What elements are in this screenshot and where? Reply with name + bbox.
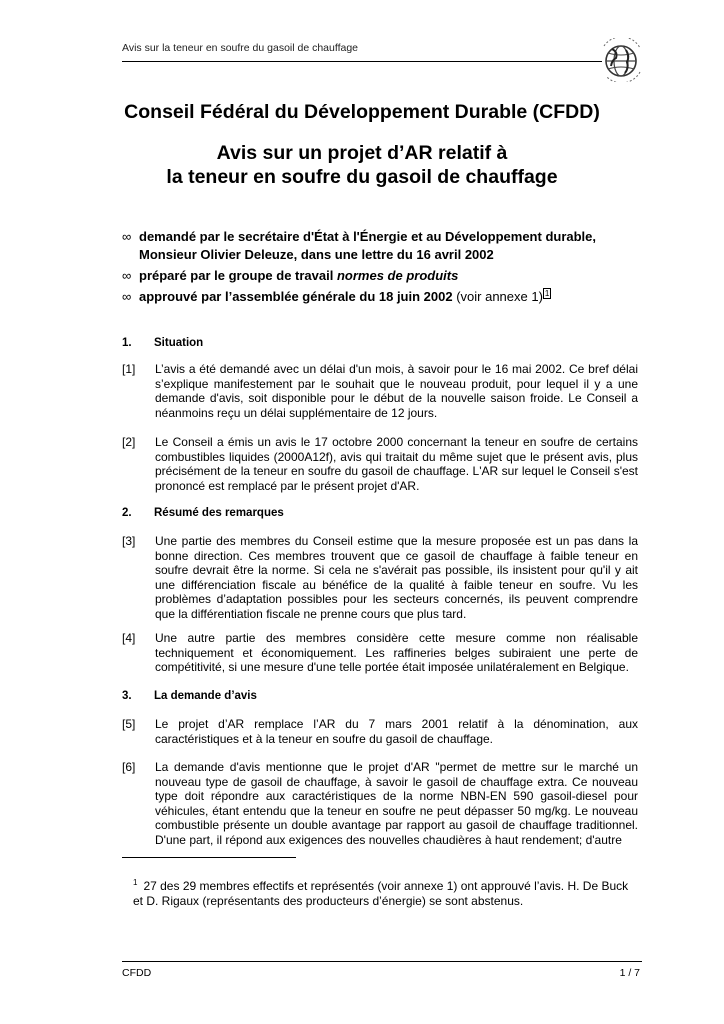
paragraph-1 <box>122 362 638 420</box>
header-divider <box>122 61 602 62</box>
bullet-prepared-text: préparé par le groupe de travail <box>139 268 337 283</box>
running-header: Avis sur la teneur en soufre du gasoil de chauffage <box>122 42 359 54</box>
paragraph-number: [4] <box>122 631 136 645</box>
section-number: 1. <box>122 337 132 349</box>
section-title: Situation <box>154 337 204 349</box>
paragraph-number: [5] <box>122 717 136 731</box>
section-title: Résumé des remarques <box>154 507 284 519</box>
bullet-approved-text: approuvé par l’assemblée générale du 18 juin 2002 <box>139 289 453 304</box>
section-heading-situation <box>122 337 203 349</box>
paragraph-4 <box>122 631 638 675</box>
footnote-text: 27 des 29 membres effectifs et représentés (voir annexe 1) ont approuvé l’avis. H. De Buck et D. Rigaux (représentants des producteurs d’énergie) se sont abstenus. <box>133 879 629 908</box>
paragraph-text: Une autre partie des membres considère cette mesure comme non réalisable techniquement et économiquement. Les raffineries belges subiraient une perte de compétitivité, si une mesure d'une telle portée était imposée unilatéralement en Belgique. <box>155 631 638 675</box>
paragraph-text: Le Conseil a émis un avis le 17 octobre 2000 concernant la teneur en soufre de certains combustibles liquides (2000A12f), avis qui traitait du même sujet que le présent avis, plus précisément de la teneur en soufre du gasoil de chauffage. L'AR sur lequel le Conseil s'est prononcé est remplacé par le présent projet d'AR. <box>155 435 638 493</box>
document-subtitle <box>0 141 724 189</box>
section-title: La demande d’avis <box>154 690 257 702</box>
page-number: 1 / 7 <box>619 967 640 979</box>
paragraph-text: La demande d'avis mentionne que le projet d'AR "permet de mettre sur le marché un nouveau type de gasoil de chauffage, à savoir le gasoil de chauffage extra. Ce nouveau type doit répondre aux caractéristiques de la norme NBN-EN 590 gasoil-diesel pour véhicules, étant entendu que la teneur en soufre ne peut dépasser 50 mg/kg. Le nouveau combustible présente un double avantage par rapport au gasoil de chauffage traditionnel. D'une part, il répond aux exigences des nouvelles chaudières à haut rendement; d'autre <box>155 760 638 847</box>
subtitle-line-1: Avis sur un projet d’AR relatif à <box>216 142 508 164</box>
footer-divider <box>122 961 642 962</box>
globe-logo-icon <box>600 38 644 82</box>
infinity-bullet-icon: ∞ <box>122 229 132 244</box>
subtitle-line-2: la teneur en soufre du gasoil de chauffage <box>166 166 558 188</box>
bullet-approved <box>122 288 642 306</box>
bullet-prepared <box>122 267 642 285</box>
paragraph-6 <box>122 760 638 848</box>
paragraph-number: [1] <box>122 362 136 376</box>
footer-organization: CFDD <box>122 967 152 979</box>
paragraph-text: L’avis a été demandé avec un délai d'un mois, à savoir pour le 16 mai 2002. Ce bref délai s’explique manifestement par le souhait que le nouveau produit, pour lequel il y a une demande d'avis, soit disponible pour le début de la nouvelle saison froide. Le Conseil a néanmoins reçu un délai supplémentaire de 12 jours. <box>155 362 638 420</box>
paragraph-5 <box>122 717 638 746</box>
footnote-divider <box>122 857 296 858</box>
paragraph-number: [3] <box>122 534 136 548</box>
infinity-bullet-icon: ∞ <box>122 289 132 304</box>
paragraph-2 <box>122 435 638 493</box>
section-number: 2. <box>122 507 132 519</box>
footnote-number: 1 <box>133 878 138 887</box>
procedure-bullets <box>122 228 642 309</box>
footnote <box>133 875 641 909</box>
bullet-requested <box>122 228 642 264</box>
paragraph-text: Une partie des membres du Conseil estime que la mesure proposée est un pas dans la bonne direction. Ces membres trouvent que ce gasoil de chauffage à faible teneur en soufre devrait être la norme. Si cela ne s'avérait pas possible, ils insistent pour qu'il y ait une différenciation fiscale au bénéfice de la qualité à faible teneur en soufre. Vu les problèmes d’adaptation possibles pour les secteurs concernés, ils peuvent comprendre que la différentiation fiscale ne prenne cours que plus tard. <box>155 534 638 621</box>
bullet-requested-line-2: Monsieur Olivier Deleuze, dans une lettre du 16 avril 2002 <box>139 247 494 262</box>
paragraph-text: Le projet d’AR remplace l’AR du 7 mars 2001 relatif à la dénomination, aux caractéristiques et à la teneur en soufre du gasoil de chauffage. <box>155 717 638 746</box>
section-heading-summary <box>122 507 284 519</box>
paragraph-number: [6] <box>122 760 136 774</box>
annex-reference: (voir annexe 1) <box>452 289 543 304</box>
document-title: Conseil Fédéral du Développement Durable (CFDD) <box>124 101 600 123</box>
paragraph-3 <box>122 534 638 622</box>
working-group-name: normes de produits <box>336 268 459 283</box>
section-heading-request <box>122 690 257 702</box>
section-number: 3. <box>122 690 132 702</box>
infinity-bullet-icon: ∞ <box>122 268 132 283</box>
bullet-requested-line-1: demandé par le secrétaire d'État à l'Énergie et au Développement durable, <box>139 229 597 244</box>
footnote-reference-link[interactable]: 1 <box>544 289 550 298</box>
paragraph-number: [2] <box>122 435 136 449</box>
